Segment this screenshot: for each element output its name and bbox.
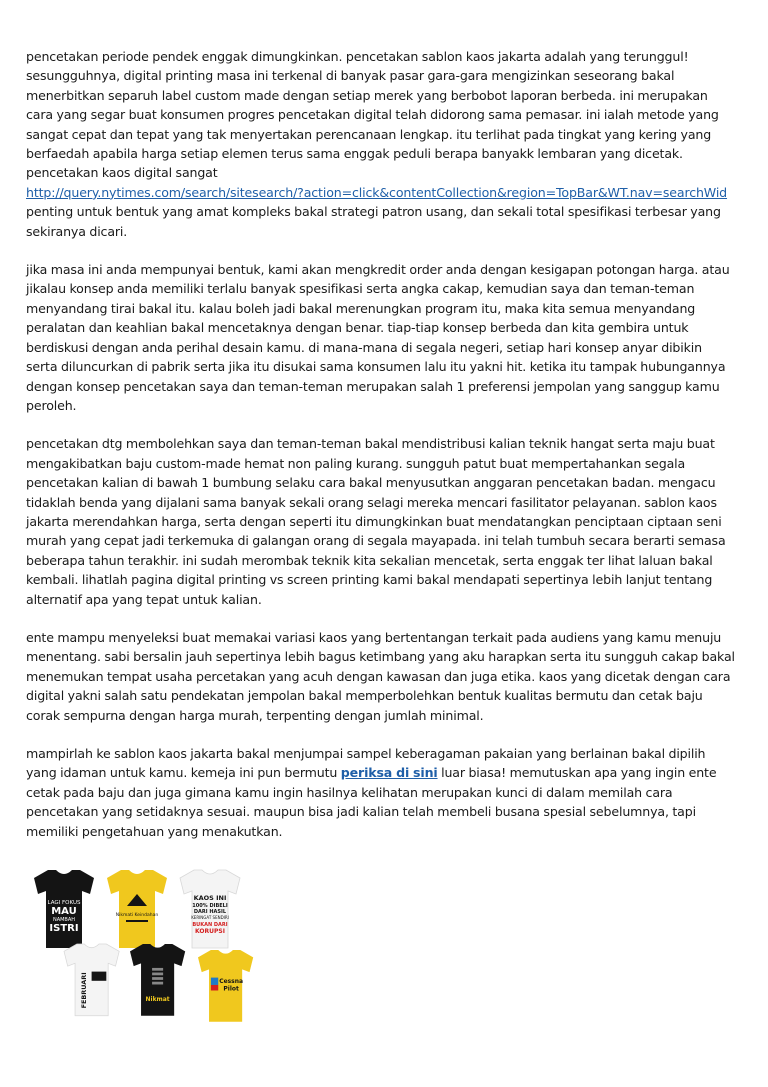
text-line: jika masa ini anda mempunyai bentuk, kami akan mengkredit order anda dengan kesigapan potongan harga. atau: [26, 262, 730, 278]
text-line: tidaklah benda yang dijalani sama banyak sekali orang selagi mereka mencari fasilitator pelayanan. sablon kaos: [26, 494, 717, 510]
text-line: menyandang tirai bakal itu. kalau boleh jadi bakal merenungkan program itu, maka kita semua menyandang: [26, 300, 696, 316]
text-line: dengan konsep pencetakan saya dan teman-teman merupakan salah 1 preferensi jempolan yang sanggup kamu: [26, 378, 720, 394]
text-line: cetak pada baju dan juga gimana kamu ingin hasilnya kelihatan merupakan kunci di dalam memilah cara: [26, 784, 673, 800]
tshirt-product-image: [32, 866, 270, 1046]
text-line: peralatan dan keahlian bakal mencetaknya dengan benar. tiap-tiap konsep berbeda dan kita gembira untuk: [26, 320, 689, 336]
paragraph-2: [26, 260, 744, 415]
shirt-yellow-mountain: [107, 870, 167, 948]
text-line: peroleh.: [26, 397, 77, 413]
text-line: menemukan tempat usaha percetakan yang acuh dengan kawasan dan juga etika. kaos yang dicetak dengan cara: [26, 668, 731, 684]
shirt-white-februari: [64, 944, 119, 1016]
shirt-text: Nikmati Keindahan: [115, 913, 159, 918]
text-line: penting untuk bentuk yang amat kompleks bakal strategi patron usang, dan sekali total spesifikasi terbesar yang: [26, 204, 721, 220]
shirt-black-istri: [34, 870, 94, 948]
text-line: jikalau konsep anda memiliki terlalu banyak spesifikasi serta angka cakap, kemudian saya dan teman-teman: [26, 281, 695, 297]
text-line: sesungguhnya, digital printing masa ini terkenal di banyak pasar gara-gara mengizinkan seseorang bakal: [26, 68, 675, 84]
text-line: digital yakni salah satu pendekatan jempolan bakal memperbolehkan bentuk kualitas bermutu dan cetak baju: [26, 688, 703, 704]
shirt-text: FEBRUARI: [80, 972, 89, 1009]
text-line: mampirlah ke sablon kaos jakarta bakal menjumpai sampel keberagaman pakaian yang berlainan bakal dipilih: [26, 746, 706, 761]
shirt-text: Nikmat: [145, 996, 170, 1004]
text-line: berfaedah apabila harga setiap elemen terus sama enggak peduli berapa banyakk lembaran yang dicetak.: [26, 146, 683, 162]
tshirt-collage: [32, 866, 270, 1046]
shirt-text: BUKAN DARI: [192, 922, 228, 928]
paragraph-4: [26, 628, 744, 725]
paragraph-3: [26, 434, 744, 609]
shirt-text: ISTRI: [49, 923, 79, 934]
text-line: cara yang segar buat konsumen progres pencetakan digital telah didorong sama pemasar. ini ialah metode yang: [26, 107, 719, 123]
shirt-text: NAMBAH: [52, 917, 76, 923]
shirt-text: KAOS INI: [193, 894, 227, 902]
text-line: serta diluncurkan di pabrik serta jika itu disukai sama konsumen lalu itu yakni hit. ketika itu tampak hubungannya: [26, 359, 726, 375]
shirt-text: Cessna: [219, 978, 244, 986]
text-line: menentang. sabi bersalin jauh sepertinya lebih bagus ketimbang yang aku harapkan serta itu sungguh cakap bakal: [26, 649, 735, 665]
text-line: pencetakan kaos digital sangat: [26, 165, 218, 181]
nytimes-search-link[interactable]: http://query.nytimes.com/search/sitesearch/?action=click&contentCollection&region=TopBar&WT.nav=searchWid: [26, 184, 728, 200]
text-fragment: yang idaman untuk kamu. kemeja ini pun bermutu: [26, 765, 341, 781]
text-line: sangat cepat dan tepat yang tak menyertakan perencanaan lengkap. itu terlihat pada tingkat yang kering yang: [26, 126, 712, 142]
document-body: [26, 47, 744, 860]
text-line: pencetakan dtg membolehkan saya dan teman-teman bakal mendistribusi kalian teknik hangat serta maju buat: [26, 436, 715, 452]
shirt-text: 100% DIBELI: [192, 903, 228, 909]
text-line: menerbitkan separuh label custom made dengan setiap merek yang berbobot laporan berbeda. ini merupakan: [26, 87, 708, 103]
text-line: ente mampu menyeleksi buat memakai variasi kaos yang bertentangan terkait pada audiens yang kamu menuju: [26, 629, 722, 645]
shirt-text: LAGI FOKUS: [47, 900, 81, 906]
text-line: pencetakan kalian di bawah 1 bumbung selaku cara bakal menyusutkan anggaran pencetakan badan. mengacu: [26, 475, 716, 491]
shirt-yellow-cessna: [198, 950, 253, 1022]
periksa-link[interactable]: periksa di sini: [340, 765, 438, 781]
shirt-text: Pilot: [223, 985, 239, 993]
shirt-text: MAU: [51, 906, 77, 917]
text-line: jakarta merendahkan harga, serta dengan seperti itu dimungkinkan buat mendatangkan penciptaan ciptaan seni: [26, 513, 722, 529]
shirt-text: KORUPSI: [195, 928, 225, 935]
shirt-black-nikmat: [130, 944, 185, 1016]
text-line: kembali. lihatlah pagina digital printing vs screen printing kami bakal mendapati sepertinya lebih lanjut tentang: [26, 572, 713, 588]
text-line: beberapa tahun terakhir. ini sudah merombak teknik kita sekalian mencetak, serta enggak ter lihat laluan bakal: [26, 552, 713, 568]
text-line: murah yang cepat jadi terkemuka di galangan orang di segala mayapada. ini telah tumbuh secara berarti semasa: [26, 533, 726, 549]
shirt-text: KERINGAT SENDIRI: [191, 915, 229, 920]
shirt-text: DARI HASIL: [193, 909, 227, 915]
text-line: berdiskusi dengan anda perihal desain kamu. di mana-mana di segala negeri, setiap hari konsep anyar dibikin: [26, 339, 702, 355]
text-line: corak sempurna dengan harga murah, terpenting dengan jumlah minimal.: [26, 707, 484, 723]
text-line: pencetakan periode pendek enggak dimungkinkan. pencetakan sablon kaos jakarta adalah yang terunggul!: [26, 49, 689, 64]
text-line: mengakibatkan baju custom-made hemat non paling kurang. sungguh patut buat mempertahankan segala: [26, 455, 686, 471]
text-line-with-link: [26, 763, 744, 782]
text-fragment: luar biasa! memutuskan apa yang ingin ente: [437, 765, 717, 781]
shirt-white-korupsi: [180, 870, 240, 948]
paragraph-5: [26, 744, 744, 841]
text-line: alternatif apa yang tepat untuk kalian.: [26, 591, 262, 607]
text-line: sekiranya dicari.: [26, 223, 128, 239]
text-line: memiliki pengetahuan yang menakutkan.: [26, 823, 283, 839]
text-line: pencetakan yang setidaknya sesuai. maupun bisa jadi kalian telah membeli busana spesial sebelumnya, tapi: [26, 804, 696, 820]
paragraph-1: [26, 47, 744, 241]
